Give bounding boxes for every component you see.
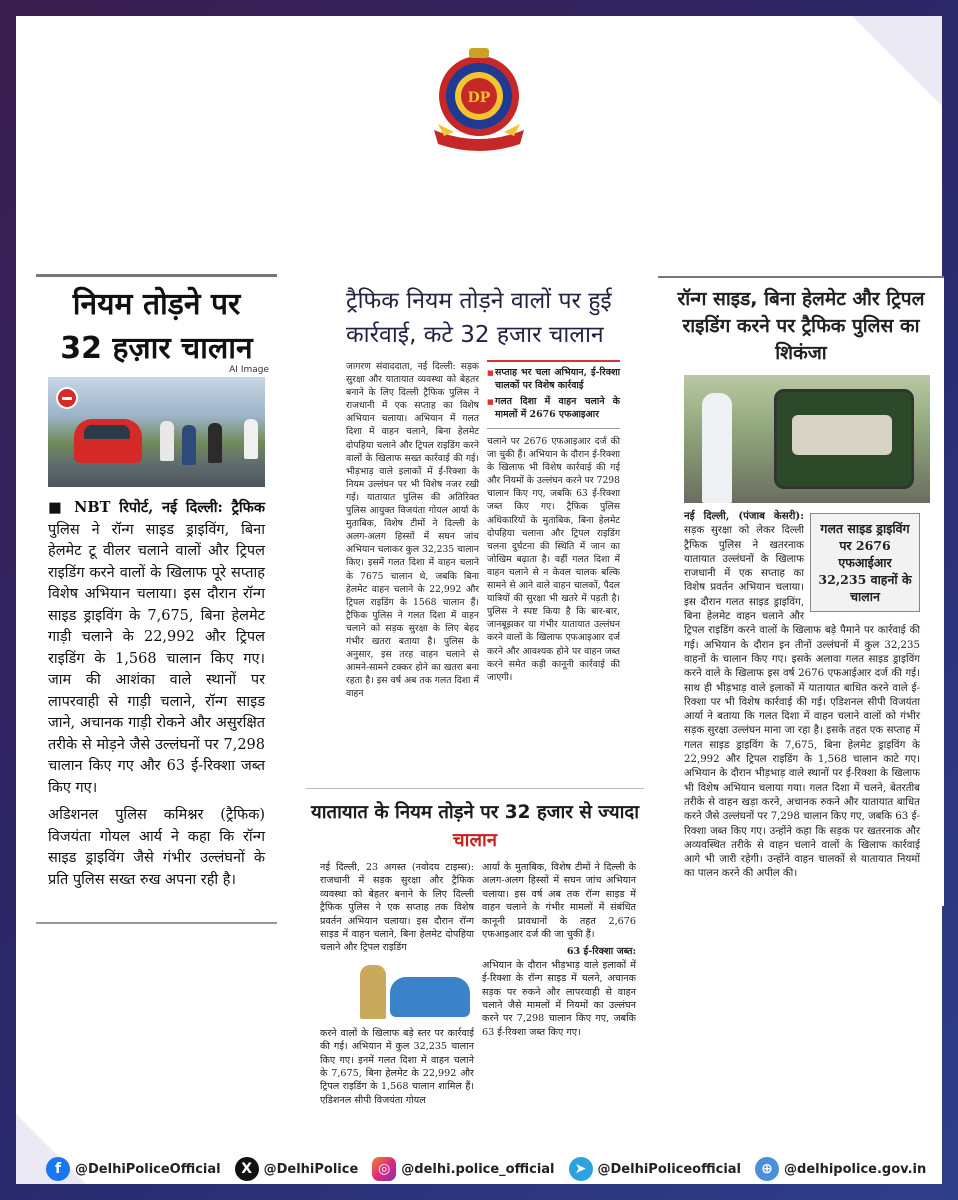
- article-column: जागरण संवाददाता, नई दिल्ली: सड़क सुरक्षा और यातायात व्यवस्था को बेहतर बनाने के लिए दिल्ली ट्रैफिक पुलिस ने राजधानी में एक सप्ताह का विशेष अभियान चलाया। अभियान में गलत दिशा में वाहन चलाने, बिना हेलमेट दोपहिया चलाने और ट्रिपल राइडिंग करने वालों के खिलाफ सख्त कार्रवाई की गई। भीड़भाड़ वाले इलाकों में ई-रिक्शा के नियम उल्लंघन पर भी विशेष नजर रखी गई। यातायात पुलिस की अतिरिक्त पुलिस आयुक्त विजयंता गोयल आर्या के मुताबिक, विशेष टीमों ने दिल्ली के अलग-अलग हिस्सों में सघन जांच अभियान चलाकर कुल 32,235 चालान किए। इसमें गलत दिशा में वाहन चलाने के 7675 चालान थे, जबकि बिना हेलमेट वाहन चलाने के 22,992 और ट्रिपल राइडिंग के 1568 चालान हैं। ट्रैफिक पुलिस ने गलत दिशा में वाहन चलाने को सड़क सुरक्षा के लिए बेहद गंभीर खतरा बताया है। पुलिस के अनुसार, इस तरह वाहन चलाने से आमने-सामने टक्कर होने का खतरा बना रहता है। इस वर्ष अब तक गलत दिशा में वाहन: [346, 361, 479, 700]
- highlight-point: ■ गलत दिशा में वाहन चलाने के मामलों में 2676 एफआइआर: [487, 395, 620, 421]
- telegram-handle: @DelhiPoliceofficial: [597, 1161, 742, 1177]
- officer-figure: [244, 419, 258, 459]
- rider-figure: [208, 423, 222, 463]
- highlight-point: ■ सप्ताह भर चला अभियान, ई-रिक्शा चालकों पर विशेष कार्रवाई: [487, 366, 620, 392]
- subheading: 63 ई-रिक्शा जब्त:: [566, 946, 636, 958]
- car-cartoon: [390, 977, 470, 1017]
- article-text: नई दिल्ली, 23 अगस्त (नवोदय टाइम्स): राजधानी में सड़क सुरक्षा और ट्रैफिक व्यवस्था को बेहतर बनाने के लिए दिल्ली ट्रैफिक पुलिस ने एक सप्ताह तक विशेष प्रवर्तन अभियान चलाया। इस दौरान रॉन्ग साइड में वाहन चलाने, बिना हेलमेट दोपहिया चलाने और ट्रिपल राइडिंग: [320, 862, 474, 954]
- instagram-icon: ◎: [372, 1157, 396, 1181]
- article-column: [487, 360, 620, 700]
- article-lead: ■ NBT रिपोर्ट, नई दिल्ली: ट्रैफिक: [48, 499, 265, 516]
- article-body: [658, 503, 944, 882]
- website-link[interactable]: [755, 1157, 926, 1181]
- no-entry-sign-icon: [56, 387, 78, 409]
- stat-box: गलत साइड ड्राइविंग पर 2676 एफआईआर 32,235 वाहनों के चालान: [810, 513, 920, 612]
- article-text: चलाने पर 2676 एफआइआर दर्ज की जा चुकी हैं। अभियान के दौरान ई-रिक्शा के खिलाफ भी विशेष कार्रवाई की गई और नियमों के उल्लंघन करने पर 7298 चालान किए गए, जबकि 63 ई-रिक्शा जब्त किए गए। ट्रैफिक पुलिस अधिकारियों के मुताबिक, बिना हेलमेट दोपहिया चलाना और ट्रिपल राइडिंग चलना दुर्घटना की स्थिति में जान का जोखिम बढ़ाता है। वहीं गलत दिशा में वाहन चलाने से न केवल चालक बल्कि सामने से आने वाले वाहन चालकों, पैदल यात्रियों की सुरक्षा भी खतरे में पड़ती है। पुलिस ने स्पष्ट किया है कि बार-बार, जानबूझकर या गंभीर यातायात उल्लंघन करने वालों के खिलाफ एफआइआर दर्ज करने और आवश्यक होने पर वाहन जब्त करने समेत कड़ी कानूनी कार्रवाई की जाएगी।: [487, 436, 620, 683]
- officer-cartoon: [360, 965, 386, 1019]
- article-lead: नई दिल्ली, (पंजाब केसरी):: [684, 510, 804, 522]
- article-column: [320, 861, 474, 1107]
- x-link[interactable]: [235, 1157, 359, 1181]
- telegram-link[interactable]: [569, 1157, 742, 1181]
- svg-text:DP: DP: [467, 90, 491, 106]
- news-clip-nbt: [36, 274, 277, 924]
- social-footer: [46, 1154, 946, 1184]
- passengers: [792, 415, 892, 455]
- article-text: अभियान के दौरान भीड़भाड़ वाले इलाकों में ई-रिक्शा के रॉन्ग साइड में चलने, अचानक सड़क पर रुकने और लापरवाही से वाहन चलाने जैसे मामलों में नियमों का उल्लंघन करने पर 7,298 चालान किए गए, जबकि 63 ई-रिक्शा जब्त किए गए।: [482, 959, 636, 1038]
- headline: [306, 789, 644, 855]
- officer-figure: [160, 421, 174, 461]
- x-icon: X: [235, 1157, 259, 1181]
- telegram-icon: ➤: [569, 1157, 593, 1181]
- news-clip-punjab-kesari: [658, 276, 944, 906]
- headline: [36, 277, 277, 371]
- headline: ट्रैफिक नियम तोड़ने वालों पर हुई कार्रवाई, कटे 32 हजार चालान: [346, 288, 612, 348]
- red-car-illustration: [74, 419, 142, 463]
- article-text: अडिशनल पुलिस कमिश्नर (ट्रैफिक) विजयंता गोयल आर्य ने कहा कि रॉन्ग साइड ड्राइविंग जैसे गंभीर उल्लंघनों के प्रति पुलिस सख्त रुख अपना रही है।: [48, 807, 265, 888]
- headline-line: 32 हज़ार चालान: [60, 331, 253, 366]
- article-text: सड़क सुरक्षा को लेकर दिल्ली ट्रैफिक पुलिस ने खतरनाक यातायात उल्लंघनों के खिलाफ राजधानी में एक सप्ताह का विशेष प्रवर्तन अभियान चलाया। इस दौरान गलत साइड ड्राइविंग, बिना हेलमेट वाहन चलाने और ट्रिपल राइडिंग करने वालों के खिलाफ बड़े पैमाने पर कार्रवाई की गई। अभियान के दौरान इन तीनों उल्लंघनों में कुल 32,235 वाहनों के चालान किए गए। इसके अलावा गलत साइड ड्राइविंग करने वाले के खिलाफ इस वर्ष 2676 एफआईआर दर्ज की गई। साथ ही भीड़भाड़ वाले इलाकों में यातायात बाधित करने वाले ई-रिक्शा पर भी विशेष कार्रवाई की गई। एडिशनल सीपी विजयंता आर्या ने बताया कि गलत दिशा में वाहन चलाने वालों को गंभीर सड़क सुरक्षा उल्लंघन माना जा रहा है। इसके तहत एक सप्ताह में गलत साइड ड्राइविंग के 7,675, बिना हेलमेट ड्राइविंग के 22,992 और ट्रिपल राइडिंग के 1,568 चालान काटे गए। अभियान के दौरान भीड़भाड़ वाले स्थानों पर ई-रिक्शा के खिलाफ भी विशेष अभियान चलाया गया। गलत दिशा में चलने, बेतरतीब तरीके से वाहन खड़ा करने, अचानक रुकने और यातायात बाधित करने जैसे उल्लंघनों पर 7,298 चालान किए गए, जबकि 63 ई-रिक्शा जब्त किए गए। उन्होंने कहा कि सड़क पर खतरनाक और अव्यवस्थित तरीके से वाहन चलाने वालों के खिलाफ कार्रवाई आगे भी जारी रहेगी। उन्होंने वाहन चालकों से यातायात नियमों का पालन करने की अपील की।: [684, 525, 920, 880]
- headline-line: नियम तोड़ने पर: [72, 287, 241, 322]
- headline-highlight: चालान: [452, 830, 498, 851]
- globe-icon: ⊕: [755, 1157, 779, 1181]
- article-body: [36, 487, 277, 891]
- website-url: @delhipolice.gov.in: [784, 1161, 927, 1177]
- headline-text: यातायात के नियम तोड़ने पर 32 हजार से ज्यादा: [311, 802, 639, 823]
- facebook-icon: f: [46, 1157, 70, 1181]
- highlight-box: [487, 360, 620, 429]
- delhi-police-logo: [424, 44, 534, 156]
- facebook-link[interactable]: [46, 1157, 221, 1181]
- instagram-link[interactable]: [372, 1157, 554, 1181]
- article-text: आर्या के मुताबिक, विशेष टीमों ने दिल्ली के अलग-अलग हिस्सों में सघन जांच अभियान चलाया। इस वर्ष अब तक रॉन्ग साइड में वाहन चलाने के गंभीर मामलों में संबंधित कानूनी प्रावधानों के तहत 2,676 एफआइआर दर्ज की जा चुकी हैं।: [482, 862, 636, 941]
- x-handle: @DelhiPolice: [263, 1161, 359, 1177]
- instagram-handle: @delhi.police_official: [401, 1161, 555, 1177]
- ai-image-tag: AI Image: [229, 365, 269, 375]
- article-text: पुलिस ने रॉन्ग साइड ड्राइविंग, बिना हेलमेट टू वीलर चलाने वालों और ट्रिपल राइडिंग करने वालों के खिलाफ पूरे सप्ताह विशेष अभियान चलाया। इस दौरान रॉन्ग साइड ड्राइविंग के 7,675, बिना हेलमेट गाड़ी चलाने के 22,992 और ट्रिपल राइडिंग के 1,568 चालान किए गए। जाम की आशंका वाले स्थानों पर लापरवाही से गाड़ी चलाने, रॉन्ग साइड जाने, अचानक गाड़ी रोकने और असुरक्षित तरीके से मोड़ने जैसे उल्लंघनों पर 7,298 चालान किए गए और 63 ई-रिक्शा जब्त किए गए।: [48, 521, 265, 796]
- article-columns: [306, 855, 644, 1107]
- news-collage-card: [16, 16, 942, 1184]
- facebook-handle: @DelhiPoliceOfficial: [75, 1161, 221, 1177]
- erickshaw-photo: [684, 375, 930, 503]
- rider-figure: [182, 425, 196, 465]
- officer-figure: [702, 393, 732, 503]
- article-columns: [334, 360, 624, 700]
- corner-decoration: [852, 16, 942, 106]
- traffic-photo: [48, 377, 265, 487]
- news-clip-navodaya: [306, 788, 644, 1108]
- headline: रॉन्ग साइड, बिना हेलमेट और ट्रिपल राइडिंग करने पर ट्रैफिक पुलिस का शिकंजा: [677, 288, 925, 364]
- news-clip-jagran: [334, 278, 624, 778]
- traffic-cartoon: [320, 959, 474, 1021]
- article-column: [482, 861, 636, 1107]
- article-text: करने वालों के खिलाफ बड़े स्तर पर कार्रवाई की गई। अभियान में कुल 32,235 चालान किए गए। इनमें गलत दिशा में वाहन चलाने के 7,675, बिना हेलमेट के 22,992 और ट्रिपल राइडिंग के 1,568 चालान शामिल हैं। एडिशनल सीपी विजयंता गोयल: [320, 1027, 474, 1106]
